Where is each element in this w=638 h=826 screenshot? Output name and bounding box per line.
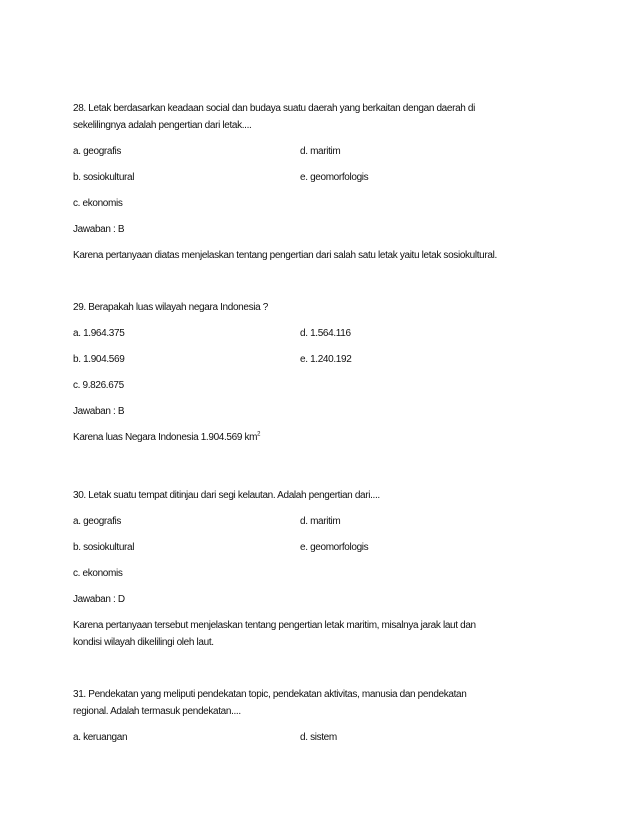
question-28 xyxy=(73,100,573,264)
option-d: d. maritim xyxy=(300,516,341,527)
question-text-line: sekelilingnya adalah pengertian dari letak.... xyxy=(73,120,252,131)
option-a: a. 1.964.375 xyxy=(73,328,125,339)
explanation-superscript: 2 xyxy=(257,431,261,438)
option-c: c. ekonomis xyxy=(73,198,123,209)
option-row xyxy=(73,351,573,377)
explanation-text xyxy=(73,429,573,446)
option-a: a. geografis xyxy=(73,516,122,527)
option-row xyxy=(73,377,573,403)
option-d: d. maritim xyxy=(300,146,341,157)
question-text-line: 29. Berapakah luas wilayah negara Indonesia ? xyxy=(73,302,268,313)
answer-text: Jawaban : B xyxy=(73,406,125,417)
option-c: c. ekonomis xyxy=(73,568,123,579)
option-b: b. sosiokultural xyxy=(73,542,135,553)
option-e: e. 1.240.192 xyxy=(300,354,352,365)
answer-row xyxy=(73,221,573,247)
explanation-text: Karena pertanyaan diatas menjelaskan tentang pengertian dari salah satu letak yaitu letak sosiokultural. xyxy=(73,250,497,261)
option-row xyxy=(73,539,573,565)
option-row xyxy=(73,143,573,169)
question-text-line: 31. Pendekatan yang meliputi pendekatan topic, pendekatan aktivitas, manusia dan pendekatan xyxy=(73,689,467,700)
question-29 xyxy=(73,299,573,446)
option-row xyxy=(73,169,573,195)
explanation-text-line: kondisi wilayah dikelilingi oleh laut. xyxy=(73,637,214,648)
option-row xyxy=(73,565,573,591)
option-a: a. geografis xyxy=(73,146,122,157)
option-e: e. geomorfologis xyxy=(300,172,369,183)
option-a: a. keruangan xyxy=(73,732,128,743)
question-text-line: 28. Letak berdasarkan keadaan social dan budaya suatu daerah yang berkaitan dengan daerah di xyxy=(73,103,476,114)
option-row xyxy=(73,729,573,755)
option-b: b. 1.904.569 xyxy=(73,354,125,365)
option-row xyxy=(73,195,573,221)
question-text-line: 30. Letak suatu tempat ditinjau dari segi kelautan. Adalah pengertian dari.... xyxy=(73,490,380,501)
option-e: e. geomorfologis xyxy=(300,542,369,553)
answer-row xyxy=(73,591,573,617)
answer-row xyxy=(73,403,573,429)
option-row xyxy=(73,513,573,539)
explanation-main: Karena luas Negara Indonesia 1.904.569 km xyxy=(73,432,258,443)
explanation-text-line: Karena pertanyaan tersebut menjelaskan tentang pengertian letak maritim, misalnya jarak laut dan xyxy=(73,620,476,631)
answer-text: Jawaban : D xyxy=(73,594,125,605)
option-d: d. sistem xyxy=(300,732,337,743)
option-d: d. 1.564.116 xyxy=(300,328,351,339)
question-31 xyxy=(73,686,573,755)
option-c: c. 9.826.675 xyxy=(73,380,124,391)
option-row xyxy=(73,325,573,351)
question-text-line: regional. Adalah termasuk pendekatan.... xyxy=(73,706,241,717)
option-b: b. sosiokultural xyxy=(73,172,135,183)
answer-text: Jawaban : B xyxy=(73,224,125,235)
question-30 xyxy=(73,487,573,651)
